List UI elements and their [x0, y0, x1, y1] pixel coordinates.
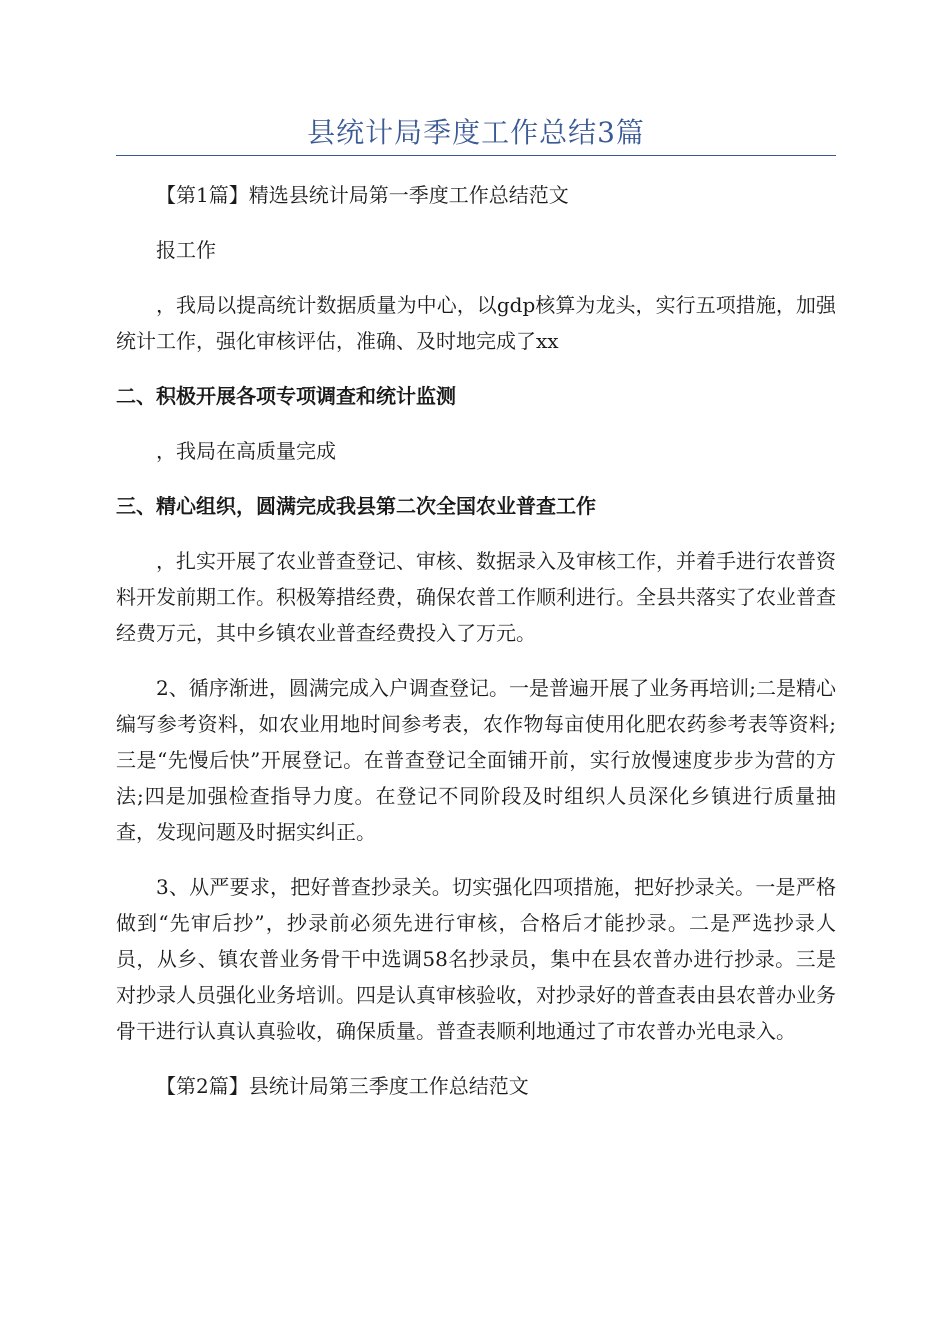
- title-underline: [116, 155, 836, 156]
- document-page: [116, 0, 836, 1104]
- section-2-title: 【第2篇】县统计局第三季度工作总结范文: [156, 1074, 529, 1098]
- paragraph-item-2: 2、循序渐进，圆满完成入户调查登记。一是普遍开展了业务再培训;二是精心编写参考资料，如农业用地时间参考表，农作物每亩使用化肥农药参考表等资料;三是“先慢后快”开展登记。在普查登记全面铺开前，实行放慢速度步步为营的方法;四是加强检查指导力度。在登记不同阶段及时组织人员深化乡镇进行质量抽查，发现问题及时据实纠正。: [116, 676, 836, 844]
- document-title: 县统计局季度工作总结3篇: [307, 116, 645, 149]
- paragraph-census: ，扎实开展了农业普查登记、审核、数据录入及审核工作，并着手进行农普资料开发前期工作。积极筹措经费，确保农普工作顺利进行。全县共落实了农业普查经费万元，其中乡镇农业普查经费投入了万元。: [116, 549, 836, 645]
- heading-2: 二、积极开展各项专项调查和统计监测: [116, 384, 456, 408]
- heading-3: 三、精心组织，圆满完成我县第二次全国农业普查工作: [116, 494, 596, 518]
- paragraph-intro: ，我局以提高统计数据质量为中心，以gdp核算为龙头，实行五项措施，加强统计工作，强化审核评估，准确、及时地完成了xx: [116, 293, 836, 353]
- paragraph-item-3: 3、从严要求，把好普查抄录关。切实强化四项措施，把好抄录关。一是严格做到“先审后抄”，抄录前必须先进行审核，合格后才能抄录。二是严选抄录人员，从乡、镇农普业务骨干中选调58名抄录员，集中在县农普办进行抄录。三是对抄录人员强化业务培训。四是认真审核验收，对抄录好的普查表由县农普办业务骨干进行认真认真验收，确保质量。普查表顺利地通过了市农普办光电录入。: [116, 875, 836, 1043]
- paragraph-survey: ，我局在高质量完成: [156, 439, 336, 463]
- section-1-title: 【第1篇】精选县统计局第一季度工作总结范文: [156, 183, 569, 207]
- paragraph-report-work: 报工作: [156, 238, 216, 262]
